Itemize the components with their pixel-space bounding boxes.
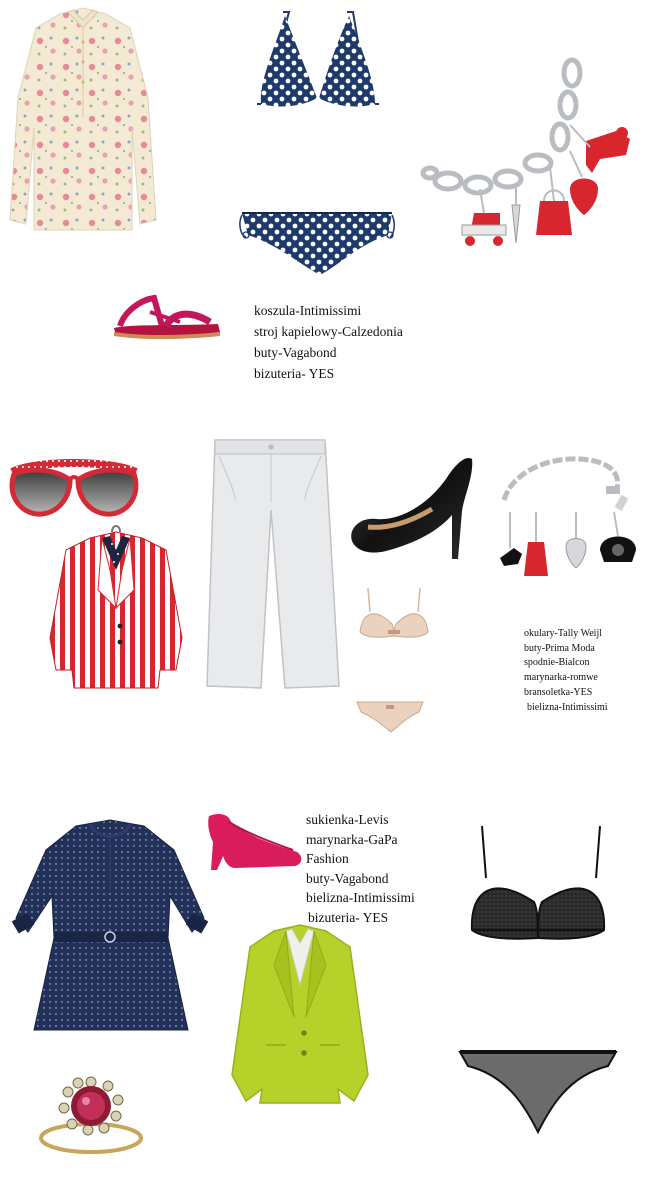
nude-briefs xyxy=(355,700,425,734)
caption-line: bizuteria- YES xyxy=(254,366,335,381)
pink-sandal xyxy=(110,292,222,342)
caption-line: Fashion xyxy=(306,851,349,866)
black-pumps xyxy=(346,455,474,561)
polka-dot-bikini-top xyxy=(255,12,380,112)
outfit-3-caption xyxy=(306,810,415,927)
caption-line: buty-Vagabond xyxy=(306,870,389,886)
outfit-2-caption xyxy=(524,627,608,715)
black-bra xyxy=(468,826,608,942)
caption-line: buty-Prima Moda xyxy=(524,642,595,654)
floral-shirt xyxy=(8,8,158,234)
caption-line: okulary-Tally Weijl xyxy=(524,628,603,639)
caption-line: marynarka-GaPa xyxy=(306,831,398,847)
lime-blazer xyxy=(230,925,370,1105)
pink-pump xyxy=(205,812,305,872)
polka-dot-bikini-bottom xyxy=(238,205,398,277)
caption-line: bielizna-Intimissimi xyxy=(527,701,608,713)
caption-line: buty-Vagabond xyxy=(254,345,337,360)
white-trousers xyxy=(205,440,340,690)
caption-line: bielizna-Intimissimi xyxy=(306,890,415,905)
caption-line: sukienka-Levis xyxy=(306,812,389,827)
charm-bracelet xyxy=(420,55,642,255)
outfit-1-caption xyxy=(254,300,403,384)
caption-line: bizuteria- YES xyxy=(308,909,389,925)
caption-line: koszula-Intimissimi xyxy=(254,303,362,318)
navy-dress xyxy=(12,820,208,1032)
nude-bra xyxy=(358,588,430,642)
caption-line: marynarka-romwe xyxy=(524,672,598,684)
caption-line: stroj kapielowy-Calzedonia xyxy=(254,324,403,339)
ruby-ring xyxy=(36,1076,146,1160)
charm-bracelet-silver xyxy=(494,452,640,578)
striped-blazer xyxy=(50,530,183,688)
red-heart-sunglasses xyxy=(8,458,140,520)
caption-line: spodnie-Bialcon xyxy=(524,657,590,669)
caption-line: bransoletka-YES xyxy=(524,686,593,698)
black-briefs xyxy=(458,1048,618,1134)
